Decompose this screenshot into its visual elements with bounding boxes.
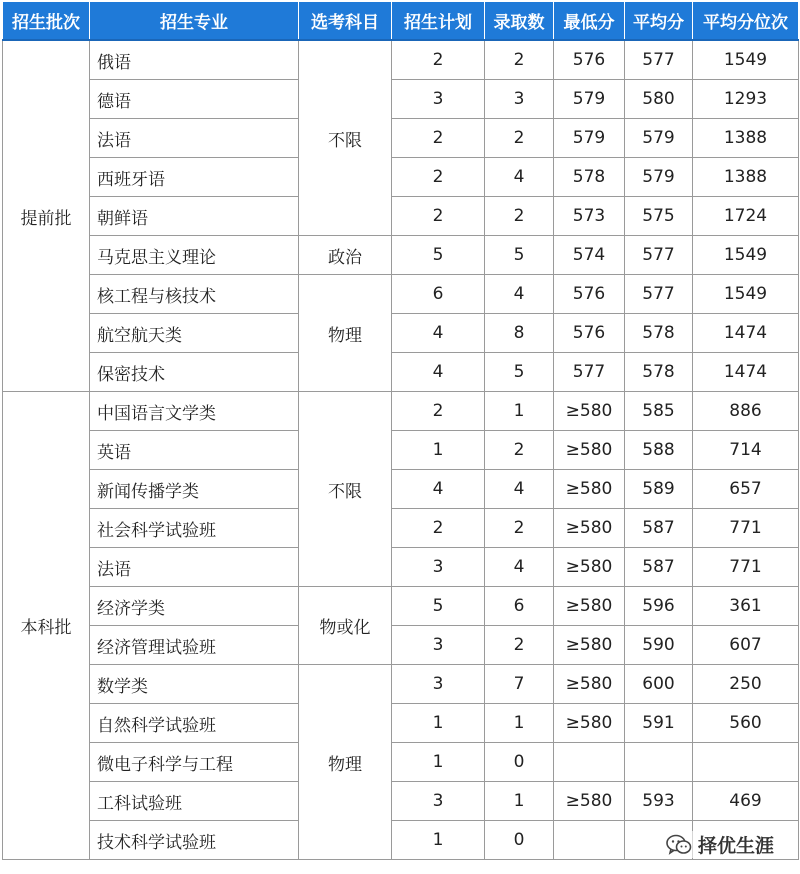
table-row xyxy=(3,509,799,548)
subject-cell: 不限 xyxy=(299,40,392,236)
min-score-cell: 576 xyxy=(554,275,625,314)
major-cell: 自然科学试验班 xyxy=(90,704,299,743)
plan-cell: 3 xyxy=(392,626,485,665)
subject-cell: 政治 xyxy=(299,236,392,275)
admitted-cell: 3 xyxy=(485,80,554,119)
min-score-cell: ≥580 xyxy=(554,509,625,548)
plan-cell: 3 xyxy=(392,80,485,119)
min-score-cell: ≥580 xyxy=(554,431,625,470)
min-score-cell xyxy=(554,821,625,860)
avg-score-cell: 593 xyxy=(625,782,693,821)
header-subject: 选考科目 xyxy=(299,2,392,40)
table-row xyxy=(3,587,799,626)
plan-cell: 2 xyxy=(392,119,485,158)
table-row xyxy=(3,704,799,743)
table-row xyxy=(3,470,799,509)
avg-rank-cell: 1293 xyxy=(693,80,799,119)
admitted-cell: 4 xyxy=(485,275,554,314)
avg-score-cell: 590 xyxy=(625,626,693,665)
major-cell: 德语 xyxy=(90,80,299,119)
avg-rank-cell: 657 xyxy=(693,470,799,509)
min-score-cell: ≥580 xyxy=(554,665,625,704)
avg-rank-cell: 1388 xyxy=(693,119,799,158)
plan-cell: 2 xyxy=(392,509,485,548)
admitted-cell: 4 xyxy=(485,158,554,197)
major-cell: 法语 xyxy=(90,548,299,587)
min-score-cell: ≥580 xyxy=(554,704,625,743)
table-row xyxy=(3,40,799,80)
table-row xyxy=(3,743,799,782)
table-row xyxy=(3,548,799,587)
min-score-cell: 578 xyxy=(554,158,625,197)
min-score-cell: 579 xyxy=(554,119,625,158)
avg-rank-cell xyxy=(693,743,799,782)
admitted-cell: 4 xyxy=(485,548,554,587)
plan-cell: 2 xyxy=(392,158,485,197)
major-cell: 英语 xyxy=(90,431,299,470)
avg-score-cell: 577 xyxy=(625,40,693,80)
avg-rank-cell: 250 xyxy=(693,665,799,704)
plan-cell: 3 xyxy=(392,782,485,821)
major-cell: 经济学类 xyxy=(90,587,299,626)
plan-cell: 2 xyxy=(392,392,485,431)
min-score-cell: 574 xyxy=(554,236,625,275)
admitted-cell: 5 xyxy=(485,353,554,392)
admitted-cell: 6 xyxy=(485,587,554,626)
avg-rank-cell: 886 xyxy=(693,392,799,431)
min-score-cell: ≥580 xyxy=(554,626,625,665)
avg-score-cell: 578 xyxy=(625,353,693,392)
avg-score-cell: 577 xyxy=(625,236,693,275)
avg-score-cell: 579 xyxy=(625,158,693,197)
watermark xyxy=(664,831,776,858)
table-body xyxy=(3,40,799,860)
major-cell: 社会科学试验班 xyxy=(90,509,299,548)
avg-score-cell: 585 xyxy=(625,392,693,431)
avg-score-cell: 578 xyxy=(625,314,693,353)
major-cell: 新闻传播学类 xyxy=(90,470,299,509)
header-row xyxy=(3,2,799,40)
subject-cell: 物理 xyxy=(299,275,392,392)
plan-cell: 5 xyxy=(392,587,485,626)
avg-rank-cell: 1549 xyxy=(693,236,799,275)
min-score-cell: ≥580 xyxy=(554,392,625,431)
admitted-cell: 4 xyxy=(485,470,554,509)
plan-cell: 1 xyxy=(392,743,485,782)
avg-rank-cell: 560 xyxy=(693,704,799,743)
admitted-cell: 1 xyxy=(485,392,554,431)
major-cell: 保密技术 xyxy=(90,353,299,392)
table-row xyxy=(3,782,799,821)
watermark-text: 择优生涯 xyxy=(697,835,774,857)
avg-score-cell: 588 xyxy=(625,431,693,470)
table-row xyxy=(3,197,799,236)
major-cell: 经济管理试验班 xyxy=(90,626,299,665)
min-score-cell: 573 xyxy=(554,197,625,236)
plan-cell: 2 xyxy=(392,197,485,236)
major-cell: 朝鲜语 xyxy=(90,197,299,236)
major-cell: 数学类 xyxy=(90,665,299,704)
subject-cell: 不限 xyxy=(299,392,392,587)
major-cell: 中国语言文学类 xyxy=(90,392,299,431)
major-cell: 技术科学试验班 xyxy=(90,821,299,860)
plan-cell: 1 xyxy=(392,704,485,743)
admitted-cell: 7 xyxy=(485,665,554,704)
major-cell: 微电子科学与工程 xyxy=(90,743,299,782)
plan-cell: 1 xyxy=(392,821,485,860)
batch-cell: 本科批 xyxy=(3,392,90,860)
min-score-cell: 579 xyxy=(554,80,625,119)
plan-cell: 4 xyxy=(392,470,485,509)
table-row xyxy=(3,314,799,353)
major-cell: 法语 xyxy=(90,119,299,158)
subject-cell: 物理 xyxy=(299,665,392,860)
avg-score-cell: 580 xyxy=(625,80,693,119)
table-row xyxy=(3,431,799,470)
avg-rank-cell: 771 xyxy=(693,548,799,587)
min-score-cell: 576 xyxy=(554,314,625,353)
min-score-cell: ≥580 xyxy=(554,548,625,587)
header-admitted: 录取数 xyxy=(485,2,554,40)
major-cell: 航空航天类 xyxy=(90,314,299,353)
wechat-icon xyxy=(666,834,692,856)
plan-cell: 5 xyxy=(392,236,485,275)
avg-rank-cell: 1388 xyxy=(693,158,799,197)
table-row xyxy=(3,626,799,665)
avg-rank-cell: 607 xyxy=(693,626,799,665)
admitted-cell: 2 xyxy=(485,431,554,470)
avg-score-cell: 575 xyxy=(625,197,693,236)
major-cell: 马克思主义理论 xyxy=(90,236,299,275)
admissions-table xyxy=(2,2,799,860)
avg-rank-cell: 1549 xyxy=(693,40,799,80)
avg-score-cell: 600 xyxy=(625,665,693,704)
admitted-cell: 2 xyxy=(485,626,554,665)
avg-rank-cell: 714 xyxy=(693,431,799,470)
major-cell: 俄语 xyxy=(90,40,299,80)
plan-cell: 2 xyxy=(392,40,485,80)
admitted-cell: 2 xyxy=(485,197,554,236)
header-avg-score: 平均分 xyxy=(625,2,693,40)
header-major: 招生专业 xyxy=(90,2,299,40)
admitted-cell: 8 xyxy=(485,314,554,353)
table-row xyxy=(3,275,799,314)
header-avg-rank: 平均分位次 xyxy=(693,2,799,40)
major-cell: 核工程与核技术 xyxy=(90,275,299,314)
admitted-cell: 0 xyxy=(485,743,554,782)
min-score-cell: ≥580 xyxy=(554,782,625,821)
avg-rank-cell: 1474 xyxy=(693,314,799,353)
min-score-cell: ≥580 xyxy=(554,587,625,626)
avg-score-cell: 579 xyxy=(625,119,693,158)
admitted-cell: 2 xyxy=(485,40,554,80)
table-row xyxy=(3,80,799,119)
major-cell: 西班牙语 xyxy=(90,158,299,197)
plan-cell: 1 xyxy=(392,431,485,470)
table-row xyxy=(3,158,799,197)
admitted-cell: 5 xyxy=(485,236,554,275)
header-plan: 招生计划 xyxy=(392,2,485,40)
avg-rank-cell: 771 xyxy=(693,509,799,548)
header-batch: 招生批次 xyxy=(3,2,90,40)
avg-score-cell: 577 xyxy=(625,275,693,314)
avg-score-cell xyxy=(625,743,693,782)
plan-cell: 3 xyxy=(392,548,485,587)
admitted-cell: 1 xyxy=(485,782,554,821)
avg-score-cell: 591 xyxy=(625,704,693,743)
plan-cell: 4 xyxy=(392,314,485,353)
min-score-cell: 576 xyxy=(554,40,625,80)
avg-rank-cell: 1549 xyxy=(693,275,799,314)
min-score-cell xyxy=(554,743,625,782)
batch-cell: 提前批 xyxy=(3,40,90,392)
header-min-score: 最低分 xyxy=(554,2,625,40)
subject-cell: 物或化 xyxy=(299,587,392,665)
avg-score-cell: 596 xyxy=(625,587,693,626)
avg-score-cell: 587 xyxy=(625,548,693,587)
admitted-cell: 1 xyxy=(485,704,554,743)
avg-rank-cell: 1724 xyxy=(693,197,799,236)
table-row xyxy=(3,392,799,431)
avg-rank-cell: 361 xyxy=(693,587,799,626)
plan-cell: 4 xyxy=(392,353,485,392)
table-row xyxy=(3,236,799,275)
avg-score-cell: 589 xyxy=(625,470,693,509)
table-row xyxy=(3,119,799,158)
plan-cell: 6 xyxy=(392,275,485,314)
min-score-cell: ≥580 xyxy=(554,470,625,509)
admitted-cell: 2 xyxy=(485,119,554,158)
table-row xyxy=(3,353,799,392)
admitted-cell: 2 xyxy=(485,509,554,548)
avg-rank-cell: 469 xyxy=(693,782,799,821)
min-score-cell: 577 xyxy=(554,353,625,392)
plan-cell: 3 xyxy=(392,665,485,704)
major-cell: 工科试验班 xyxy=(90,782,299,821)
avg-score-cell: 587 xyxy=(625,509,693,548)
admitted-cell: 0 xyxy=(485,821,554,860)
table-row xyxy=(3,665,799,704)
avg-rank-cell: 1474 xyxy=(693,353,799,392)
